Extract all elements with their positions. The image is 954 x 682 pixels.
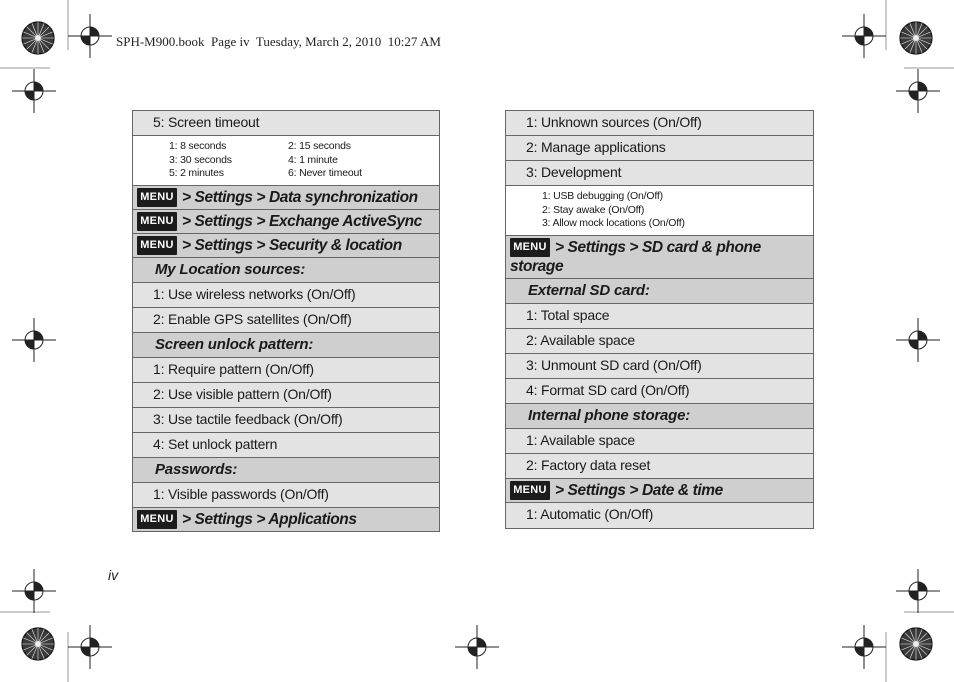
passwords-heading: Passwords: <box>133 458 439 483</box>
external-sd-heading: External SD card: <box>506 279 813 304</box>
list-item: 2: Enable GPS satellites (On/Off) <box>133 308 439 333</box>
timeout-option: 2: 15 seconds <box>288 140 351 152</box>
menu-key-icon: MENU <box>510 238 550 257</box>
list-item: 1: Use wireless networks (On/Off) <box>133 283 439 308</box>
timeout-option: 4: 1 minute <box>288 153 338 166</box>
list-item: 2: Manage applications <box>506 136 813 161</box>
nav-security-location <box>133 234 439 258</box>
timeout-options <box>133 136 439 186</box>
list-item: 4: Format SD card (On/Off) <box>506 379 813 404</box>
nav-path: > Settings > Applications <box>182 510 357 528</box>
list-item: 1: Visible passwords (On/Off) <box>133 483 439 508</box>
crosshair-icon <box>68 14 112 58</box>
dev-option: 2: Stay awake (On/Off) <box>542 203 645 216</box>
list-item: 1: Total space <box>506 304 813 329</box>
crosshair-icon <box>842 625 886 669</box>
timeout-option: 1: 8 seconds <box>169 140 227 152</box>
nav-applications <box>133 508 439 531</box>
crosshair-icon <box>12 69 56 113</box>
dev-option: 3: Allow mock locations (On/Off) <box>542 217 685 229</box>
timeout-option: 3: 30 seconds <box>169 153 232 166</box>
list-item: 2: Factory data reset <box>506 454 813 479</box>
left-settings-table <box>132 110 440 532</box>
crosshair-icon <box>896 569 940 613</box>
menu-key-icon: MENU <box>137 236 177 255</box>
list-item: 1: Available space <box>506 429 813 454</box>
location-sources-heading: My Location sources: <box>133 258 439 283</box>
nav-path: > Settings > Security & location <box>182 236 402 254</box>
nav-data-synchronization <box>133 186 439 210</box>
list-item: 1: Require pattern (On/Off) <box>133 358 439 383</box>
dev-option: 1: USB debugging (On/Off) <box>542 190 663 202</box>
list-item: 4: Set unlock pattern <box>133 433 439 458</box>
registration-rosette-icon <box>22 628 54 660</box>
list-item: 3: Use tactile feedback (On/Off) <box>133 408 439 433</box>
list-item: 2: Use visible pattern (On/Off) <box>133 383 439 408</box>
menu-key-icon: MENU <box>137 212 177 231</box>
timeout-option: 5: 2 minutes <box>169 167 224 179</box>
page-folio: iv <box>108 567 119 583</box>
menu-key-icon: MENU <box>137 510 177 529</box>
registration-rosette-icon <box>900 22 932 54</box>
timeout-option: 6: Never timeout <box>288 167 362 179</box>
screen-timeout-row: 5: Screen timeout <box>133 111 439 136</box>
crosshair-icon <box>12 318 56 362</box>
development-options <box>506 186 813 236</box>
crosshair-icon <box>12 569 56 613</box>
list-item: 3: Unmount SD card (On/Off) <box>506 354 813 379</box>
nav-path: > Settings > Date & time <box>555 481 723 499</box>
registration-rosette-icon <box>900 628 932 660</box>
nav-exchange-activesync <box>133 210 439 234</box>
registration-rosette-icon <box>22 22 54 54</box>
screen-unlock-heading: Screen unlock pattern: <box>133 333 439 358</box>
crosshair-icon <box>896 318 940 362</box>
list-item: 3: Development <box>506 161 813 186</box>
crosshair-icon <box>455 625 499 669</box>
nav-path: > Settings > SD card & phone storage <box>510 238 761 275</box>
page-header: SPH-M900.book Page iv Tuesday, March 2, 2010 10:27 AM <box>116 34 441 49</box>
nav-path: > Settings > Data synchronization <box>182 188 418 206</box>
nav-sd-card-storage <box>506 236 813 279</box>
crosshair-icon <box>842 14 886 58</box>
nav-date-time <box>506 479 813 503</box>
crosshair-icon <box>896 69 940 113</box>
list-item: 1: Automatic (On/Off) <box>506 503 813 528</box>
internal-storage-heading: Internal phone storage: <box>506 404 813 429</box>
right-settings-table <box>505 110 814 529</box>
crosshair-icon <box>68 625 112 669</box>
nav-path: > Settings > Exchange ActiveSync <box>182 212 422 230</box>
menu-key-icon: MENU <box>137 188 177 207</box>
list-item: 2: Available space <box>506 329 813 354</box>
list-item: 1: Unknown sources (On/Off) <box>506 111 813 136</box>
menu-key-icon: MENU <box>510 481 550 500</box>
